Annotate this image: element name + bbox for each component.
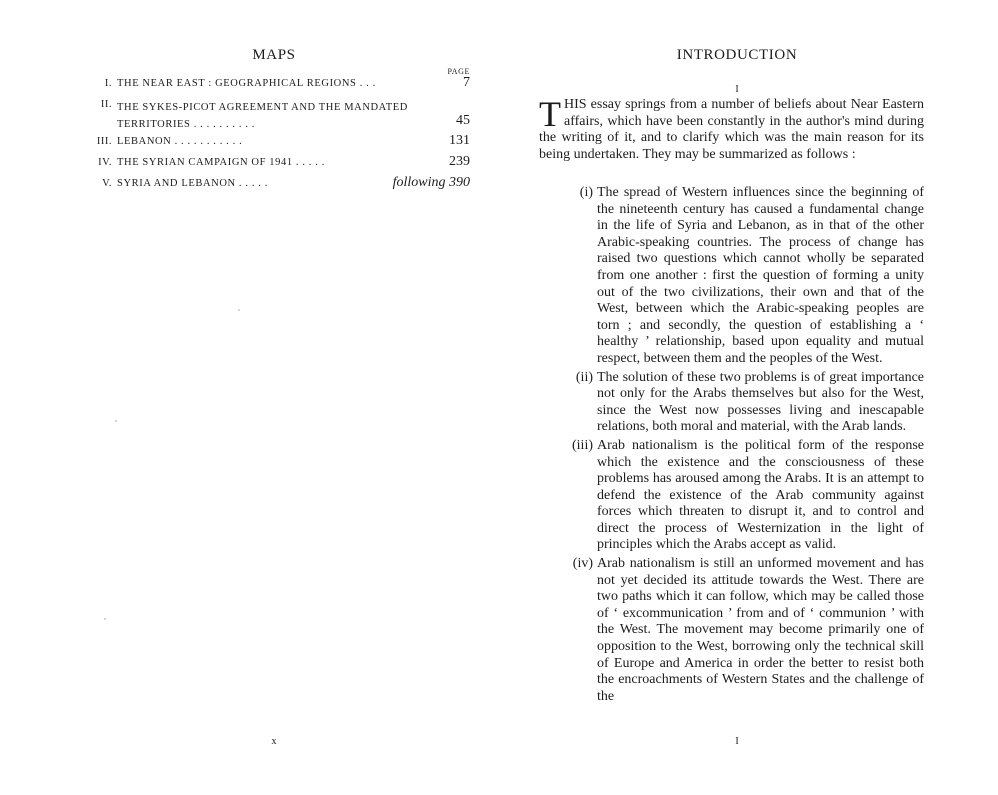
map-title: THE SYRIAN CAMPAIGN OF 1941 . . . . . xyxy=(117,157,325,168)
map-title: THE NEAR EAST : GEOGRAPHICAL REGIONS . . . xyxy=(117,78,376,89)
maps-heading: MAPS xyxy=(252,47,296,63)
map-number: II. xyxy=(100,99,112,110)
introduction-heading: INTRODUCTION xyxy=(676,47,798,63)
map-entry xyxy=(88,172,470,193)
point-label: (i) xyxy=(579,185,593,200)
map-number: I. xyxy=(104,78,112,89)
page-column-header: PAGE xyxy=(447,67,470,76)
map-entry xyxy=(88,130,470,151)
point-item xyxy=(565,556,924,705)
map-title: SYRIA AND LEBANON . . . . . xyxy=(117,178,268,189)
point-item xyxy=(565,370,924,436)
point-label: (iv) xyxy=(572,556,593,572)
point-text: Arab nationalism is the political form of the response which the existence and the consciousness of these problems has aroused among the Arabs. It is an attempt to defend the existence of the Arab community against forces which threaten to disrupt it, and to control and direct the process of Westernization in the light of principles which the Arabs accept as valid. xyxy=(597,437,924,553)
map-title: THE SYKES-PICOT AGREEMENT AND THE MANDATED TERRITORIES . . . . . . . . . . xyxy=(117,102,408,130)
lead-text: HIS essay springs from a number of beliefs about Near Eastern affairs, which have been constantly in the author's mind during the writing of it, and to clarify which was the main reason for its being undertaken. They may be summarized as follows : xyxy=(539,97,924,162)
lead-paragraph xyxy=(539,94,924,163)
drop-cap: T xyxy=(539,94,561,134)
map-number: V. xyxy=(102,178,112,189)
point-item xyxy=(565,185,924,368)
map-entry xyxy=(88,151,470,172)
paper-speck xyxy=(238,309,240,311)
point-label: (iii) xyxy=(572,437,593,453)
map-page: 131 xyxy=(449,133,470,148)
map-title: LEBANON . . . . . . . . . . . xyxy=(117,136,243,147)
maps-list xyxy=(88,72,470,193)
paper-speck xyxy=(104,618,106,620)
map-page: 45 xyxy=(456,113,470,128)
page-folio: x xyxy=(271,736,277,747)
numbered-points xyxy=(565,185,924,707)
map-number: III. xyxy=(96,136,112,147)
paper-speck xyxy=(115,420,117,422)
map-page: following 390 xyxy=(392,175,470,190)
right-page xyxy=(499,0,998,795)
section-number: I xyxy=(735,84,739,95)
page-folio: I xyxy=(735,736,739,747)
map-number: IV. xyxy=(98,157,112,168)
point-item xyxy=(565,438,924,554)
point-label: (ii) xyxy=(575,369,593,385)
map-entry xyxy=(88,72,470,93)
map-entry xyxy=(88,93,470,130)
point-text: The solution of these two problems is of great importance not only for the Arabs themselves but also for the West, since the West now possesses living and inescapable relations, both moral and material, with the Arab lands. xyxy=(597,369,924,435)
point-text: The spread of Western influences since the beginning of the nineteenth century has caused a fundamental change in the life of Syria and Lebanon, as in that of the other Arabic-speaking countries. The process of change has raised two questions which cannot wholly be separated from one another : first the question of forming a unity out of the two civilizations, their own and that of the West, between which the Arabic-speaking peoples are torn ; and secondly, the question of establishing a ‘ healthy ’ relationship, based upon equality and mutual respect, between them and the peoples of the West. xyxy=(597,185,924,366)
map-page: 7 xyxy=(463,75,470,90)
map-page: 239 xyxy=(449,154,470,169)
point-text: Arab nationalism is still an unformed movement and has not yet decided its attitude towards the West. There are two paths which it can follow, which may be called those of ‘ excommunication ’ from and of ‘ communion ’ with the West. The movement may become primarily one of opposition to the West, borrowing only the technical skill of Europe and America in order the better to resist both the encroachments of Western States and the challenge of the xyxy=(597,556,924,704)
